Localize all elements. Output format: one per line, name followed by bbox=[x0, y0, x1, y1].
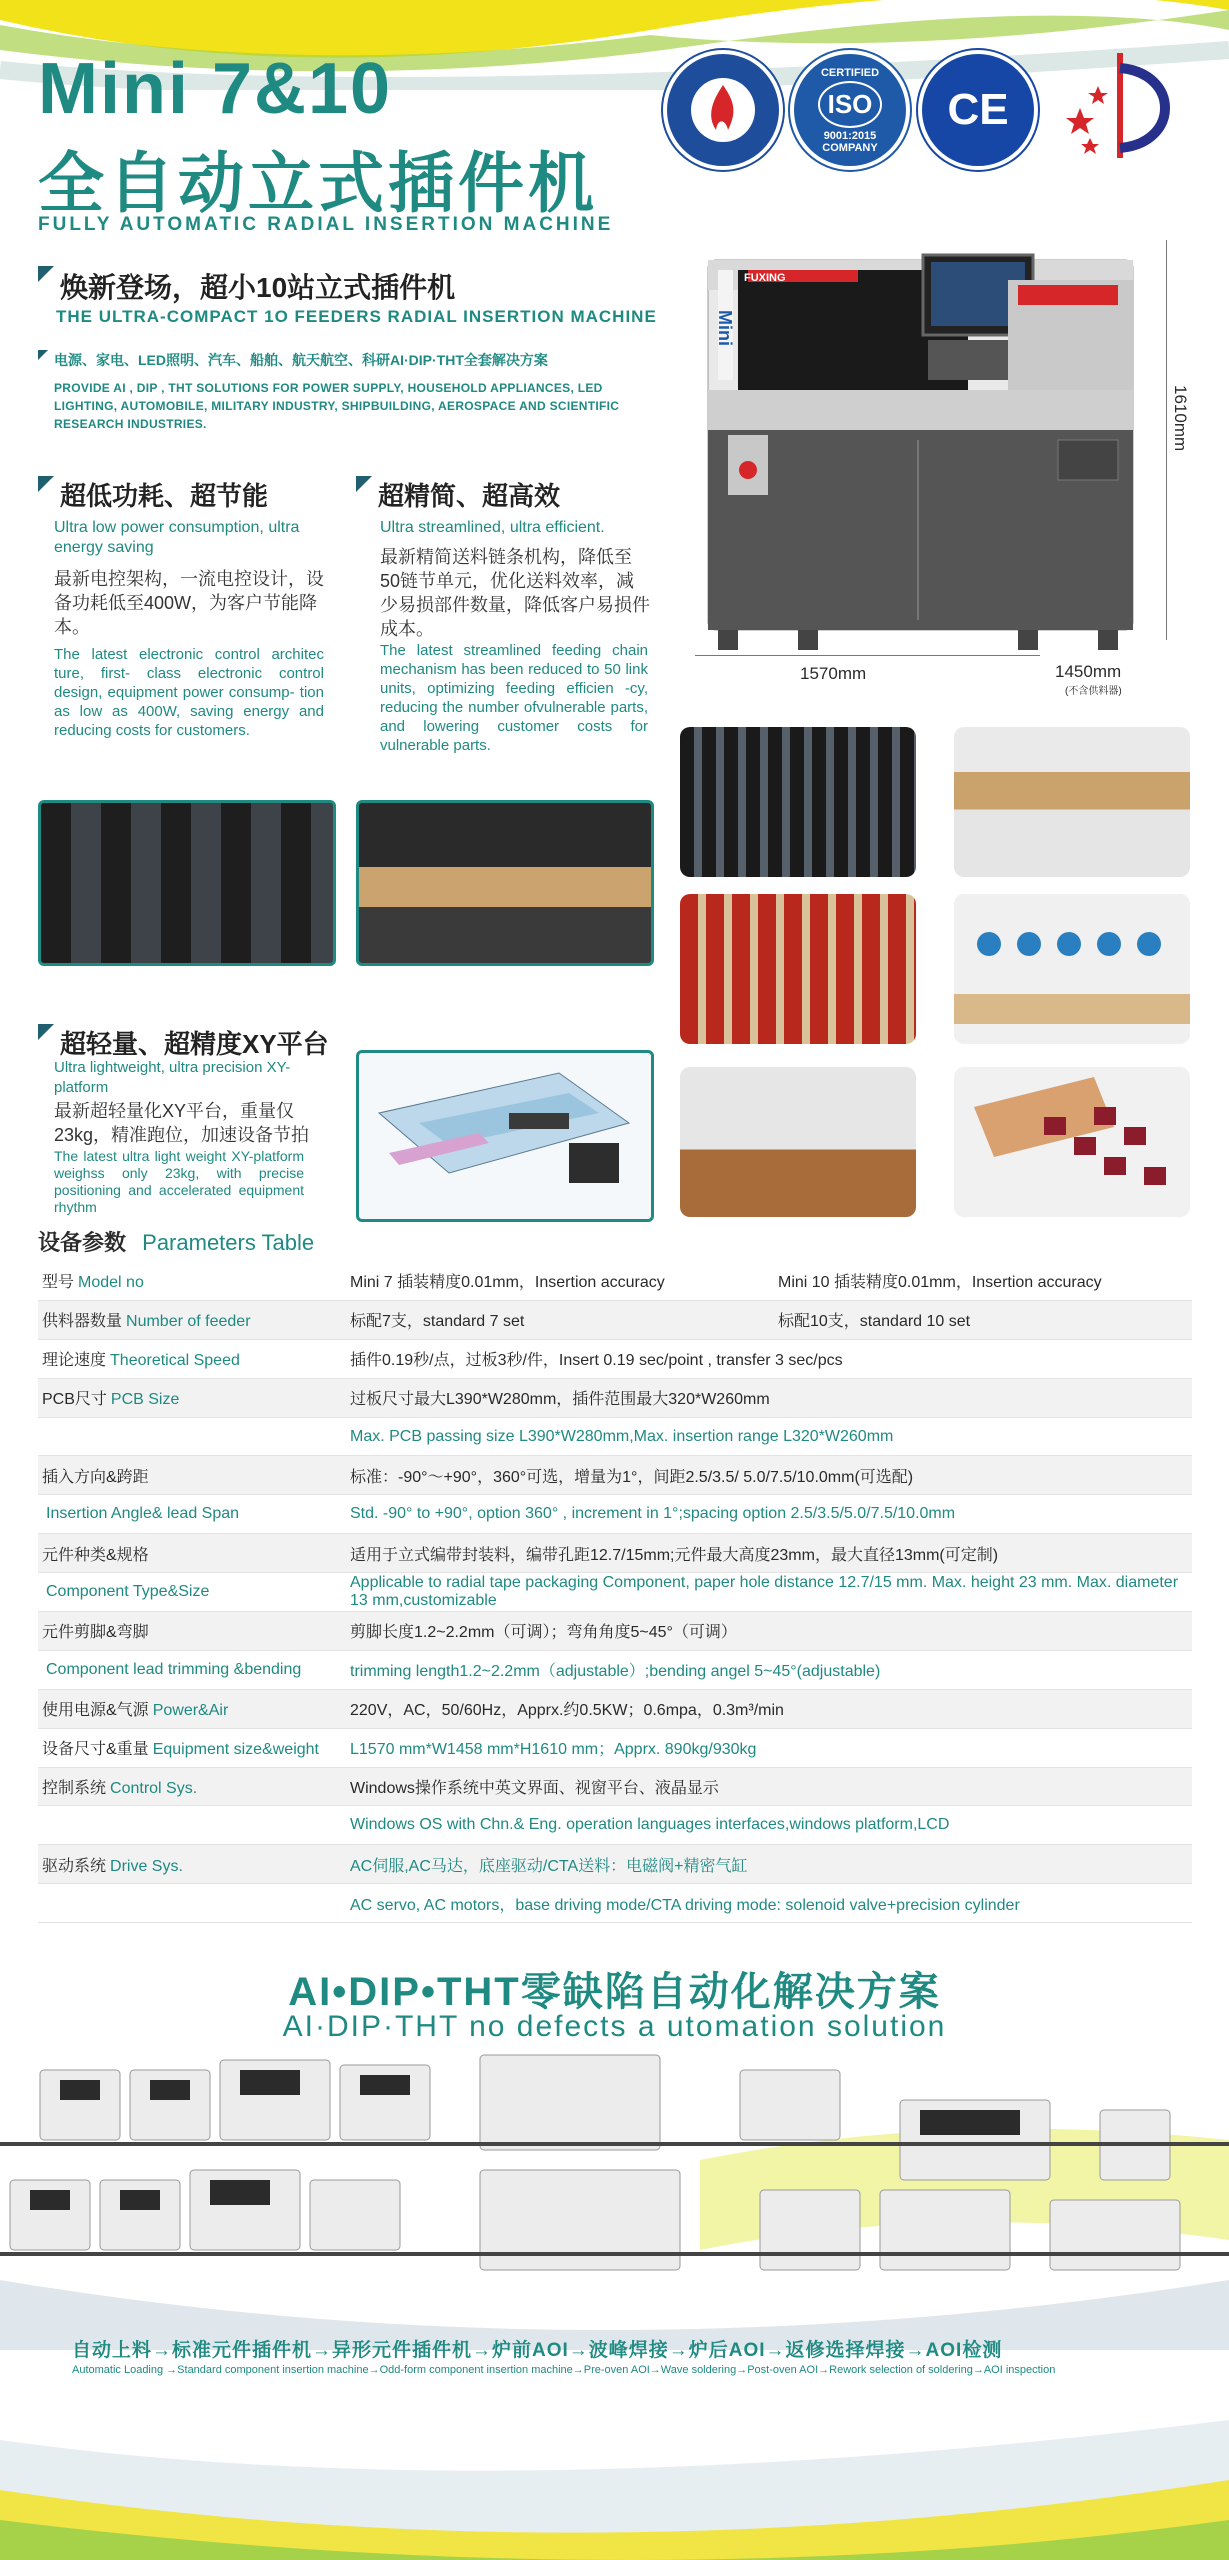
page-subtitle-en: FULLY AUTOMATIC RADIAL INSERTION MACHINE bbox=[38, 214, 614, 235]
param-value: Mini 7 插装精度0.01mm，Insertion accuracy bbox=[346, 1262, 774, 1300]
param-value-2: 标配10支，standard 10 set bbox=[774, 1300, 1192, 1339]
param-value: 适用于立式编带封装料，编带孔距12.7/15mm;元件最大高度23mm，最大直径13mm(可定制) bbox=[346, 1534, 1192, 1573]
param-label-en: Number of feeder bbox=[126, 1313, 251, 1331]
feature-3-subtitle: Ultra lightweight, ultra precision XY-platform bbox=[54, 1059, 291, 1096]
table-row bbox=[38, 1728, 1192, 1767]
param-value: 过板尺寸最大L390*W280mm，插件范围最大320*W260mm bbox=[346, 1378, 1192, 1417]
param-label bbox=[38, 1378, 346, 1417]
machine-image bbox=[688, 240, 1148, 660]
param-label-cn: 插入方向&跨距 bbox=[42, 1468, 149, 1486]
page-title: Mini 7&10 bbox=[38, 49, 393, 129]
param-label bbox=[38, 1884, 346, 1923]
param-value: Std. -90° to +90°, option 360° , increment in 1°;spacing option 2.5/3.5/5.0/7.5/10.0mm bbox=[346, 1495, 1192, 1534]
param-label bbox=[38, 1300, 346, 1339]
param-label-en: Equipment size&weight bbox=[152, 1741, 319, 1759]
param-label bbox=[38, 1650, 346, 1689]
param-label bbox=[38, 1845, 346, 1884]
production-line-illustration bbox=[0, 2050, 1229, 2350]
param-label-cn: 供料器数量 bbox=[42, 1313, 123, 1331]
param-label-cn: 设备尺寸&重量 bbox=[42, 1741, 149, 1759]
param-label-cn: 元件种类&规格 bbox=[42, 1546, 149, 1564]
machine-side-label: Mini bbox=[715, 310, 735, 346]
hightech-seal-icon bbox=[663, 50, 783, 170]
param-value: 插件0.19秒/点，过板3秒/件，Insert 0.19 sec/point , transfer 3 sec/pcs bbox=[346, 1339, 1192, 1378]
page-title-cn: 全自动立式插件机 bbox=[38, 146, 598, 220]
solutions-bullet-icon bbox=[38, 350, 48, 360]
feature-1-body-en: The latest electronic control architec ture, first- class electronic control design, equipment power consump- tion as low as 400W, saving energy and reducing costs for customers. bbox=[54, 646, 324, 739]
param-value: 标配7支，standard 7 set bbox=[346, 1300, 774, 1339]
feature-1-body-cn: 最新电控架构，一流电控设计，设备功耗低至400W，为客户节能降本。 bbox=[54, 569, 324, 637]
param-label bbox=[38, 1612, 346, 1651]
photo-wire-leads bbox=[954, 727, 1190, 877]
iso-certified-badge bbox=[790, 50, 910, 170]
feature-2-body-cn: 最新精简送料链条机构，降低至50链节单元，优化送料效率，减少易损部件数量，降低客户易损件成本。 bbox=[380, 547, 650, 639]
feature-1-title: 超低功耗、超节能 bbox=[38, 476, 268, 513]
table-row bbox=[38, 1456, 1192, 1495]
param-label-cn: 型号 bbox=[42, 1274, 75, 1292]
feature-3-body-en: The latest ultra light weight XY-platform weighss only 23kg, with precise positioning and accelerated equipment rhythm bbox=[54, 1148, 304, 1215]
table-row bbox=[38, 1534, 1192, 1573]
param-label-cn: 理论速度 bbox=[42, 1352, 107, 1370]
param-label-en: Insertion Angle& lead Span bbox=[46, 1505, 240, 1523]
param-label bbox=[38, 1339, 346, 1378]
iso-top-label: CERTIFIED bbox=[820, 66, 880, 79]
param-label-en: Component Type&Size bbox=[46, 1583, 210, 1601]
param-value: 220V，AC，50/60Hz，Apprx.约0.5KW；0.6mpa，0.3m³/min bbox=[346, 1689, 1192, 1728]
param-label bbox=[38, 1573, 346, 1612]
machine-brand-label: FUXING bbox=[744, 272, 786, 284]
bottom-swoosh-decoration bbox=[0, 2380, 1229, 2560]
param-label bbox=[38, 1262, 346, 1300]
solution-title-cn: AI•DIP•THT零缺陷自动化解决方案 bbox=[288, 1970, 941, 2014]
iso-bottom-label: COMPANY bbox=[822, 141, 878, 154]
table-row bbox=[38, 1806, 1192, 1845]
param-value: 剪脚长度1.2~2.2mm（可调）；弯角角度5~45°（可调） bbox=[346, 1612, 1192, 1651]
table-row bbox=[38, 1689, 1192, 1728]
param-label-en: Theoretical Speed bbox=[110, 1352, 240, 1370]
table-row bbox=[38, 1300, 1192, 1339]
photo-control-cabinet bbox=[38, 800, 336, 966]
photo-capacitors bbox=[680, 727, 916, 877]
iso-standard-label: 9001:2015 bbox=[823, 129, 877, 142]
param-label bbox=[38, 1534, 346, 1573]
depth-dimension: 1450mm bbox=[1055, 662, 1122, 681]
feature-3-body-cn: 最新超轻量化XY平台，重量仅23kg，精准跑位，加速设备节拍 bbox=[54, 1101, 310, 1145]
brand-logo-icon bbox=[1050, 48, 1190, 166]
param-value-2: Mini 10 插装精度0.01mm，Insertion accuracy bbox=[774, 1262, 1192, 1300]
flame-icon bbox=[688, 75, 758, 145]
param-label-cn: 元件剪脚&弯脚 bbox=[42, 1624, 149, 1642]
feature-1-bullet-icon bbox=[38, 476, 54, 492]
param-label bbox=[38, 1806, 346, 1845]
table-row bbox=[38, 1378, 1192, 1417]
param-label-en: Power&Air bbox=[152, 1702, 229, 1720]
feature-2-body-en: The latest streamlined feeding chain mechanism has been reduced to 50 link units, optimizing feeding efficien -cy, reducing the number ofvulnerable parts, and lowering customer costs for vulnerable parts. bbox=[380, 642, 648, 754]
process-flow-cn: 自动上料→标准元件插件机→异形元件插件机→炉前AOI→波峰焊接→炉后AOI→返修选择焊接→AOI检测 bbox=[72, 2340, 1003, 2361]
feature-3-bullet-icon bbox=[38, 1024, 54, 1040]
param-label-cn: 驱动系统 bbox=[42, 1857, 107, 1875]
ce-mark-badge bbox=[918, 50, 1038, 170]
height-dimension-line bbox=[1166, 240, 1167, 640]
param-value: L1570 mm*W1458 mm*H1610 mm；Apprx. 890kg/930kg bbox=[346, 1728, 1192, 1767]
feature-2-bullet-icon bbox=[356, 476, 372, 492]
params-heading: 设备参数 Parameters Table bbox=[38, 1230, 315, 1255]
iso-label: ISO bbox=[818, 81, 883, 128]
param-label bbox=[38, 1728, 346, 1767]
param-value: 标准：-90°～+90°，360°可选，增量为1°，间距2.5/3.5/ 5.0/7.5/10.0mm(可选配) bbox=[346, 1456, 1192, 1495]
solutions-cn: 电源、家电、LED照明、汽车、船舶、航天航空、科研AI·DIP·THT全套解决方案 bbox=[38, 350, 548, 370]
param-label bbox=[38, 1495, 346, 1534]
photo-feeding-chain bbox=[356, 800, 654, 966]
param-label-cn: PCB尺寸 bbox=[42, 1391, 107, 1409]
solutions-en: PROVIDE AI , DIP , THT SOLUTIONS FOR POWER SUPPLY, HOUSEHOLD APPLIANCES, LED LIGHTING, AUTOMOBILE, MILITARY INDUSTRY, SHIPBUILDING, AEROSPACE AND SCIENTIFIC RESEARCH INDUSTRIES. bbox=[54, 381, 620, 431]
feature-2-subtitle: Ultra streamlined, ultra efficient. bbox=[380, 519, 605, 536]
intro-heading-en: THE ULTRA-COMPACT 1O FEEDERS RADIAL INSERTION MACHINE bbox=[56, 307, 657, 326]
table-row bbox=[38, 1650, 1192, 1689]
params-table bbox=[38, 1262, 1192, 1923]
param-label bbox=[38, 1767, 346, 1806]
param-label-en: Control Sys. bbox=[110, 1780, 198, 1798]
feature-2-title: 超精简、超高效 bbox=[356, 476, 560, 513]
photo-red-capacitors bbox=[680, 894, 916, 1044]
feature-3-title: 超轻量、超精度XY平台 bbox=[38, 1024, 329, 1061]
photo-film-capacitors bbox=[954, 1067, 1190, 1217]
param-label bbox=[38, 1417, 346, 1456]
param-label-cn: 控制系统 bbox=[42, 1780, 107, 1798]
depth-dimension-note: (不含供料器) bbox=[1065, 686, 1122, 697]
solution-title-en: AI·DIP·THT no defects a utomation solution bbox=[282, 2010, 947, 2043]
param-value: Windows操作系统中英文界面、视窗平台、液晶显示 bbox=[346, 1767, 1192, 1806]
param-label-en: Model no bbox=[78, 1274, 144, 1292]
table-row bbox=[38, 1845, 1192, 1884]
heading-bullet-icon bbox=[38, 266, 54, 282]
table-row bbox=[38, 1262, 1192, 1300]
table-row bbox=[38, 1612, 1192, 1651]
param-label-en: PCB Size bbox=[110, 1391, 180, 1409]
height-dimension: 1610mm bbox=[1171, 385, 1190, 452]
photo-blue-capacitors bbox=[954, 894, 1190, 1044]
param-label-cn: 使用电源&气源 bbox=[42, 1702, 149, 1720]
table-row bbox=[38, 1573, 1192, 1612]
param-value: trimming length1.2~2.2mm（adjustable）;bending angel 5~45°(adjustable) bbox=[346, 1650, 1192, 1689]
param-value: Max. PCB passing size L390*W280mm,Max. insertion range L320*W260mm bbox=[346, 1417, 1192, 1456]
param-value: AC servo, AC motors，base driving mode/CTA driving mode: solenoid valve+precision cylinder bbox=[346, 1884, 1192, 1923]
table-row bbox=[38, 1417, 1192, 1456]
param-label bbox=[38, 1689, 346, 1728]
feature-1-subtitle: Ultra low power consumption, ultra energy saving bbox=[54, 519, 300, 556]
table-row bbox=[38, 1495, 1192, 1534]
param-value: Windows OS with Chn.& Eng. operation languages interfaces,windows platform,LCD bbox=[346, 1806, 1192, 1845]
param-value: AC伺服,AC马达，底座驱动/CTA送料：电磁阀+精密气缸 bbox=[346, 1845, 1192, 1884]
param-label-en: Component lead trimming &bending bbox=[46, 1660, 302, 1678]
width-dimension: 1570mm bbox=[800, 664, 867, 683]
param-value: Applicable to radial tape packaging Component, paper hole distance 12.7/15 mm. Max. height 23 mm. Max. diameter 13 mm,customizable bbox=[346, 1573, 1192, 1612]
photo-xy-platform bbox=[356, 1050, 654, 1222]
intro-heading-cn: 焕新登场，超小10站立式插件机 bbox=[38, 266, 455, 306]
width-dimension-line bbox=[695, 655, 1040, 656]
table-row bbox=[38, 1767, 1192, 1806]
param-label bbox=[38, 1456, 346, 1495]
photo-bent-leads bbox=[680, 1067, 916, 1217]
table-row bbox=[38, 1339, 1192, 1378]
table-row bbox=[38, 1884, 1192, 1923]
ce-label: CE bbox=[947, 85, 1009, 134]
param-label-en: Drive Sys. bbox=[110, 1857, 183, 1875]
process-flow-en: Automatic Loading →Standard component insertion machine→Odd-form component insertion machine→Pre-oven AOI→Wave soldering→Post-oven AOI→Rework selection of soldering→AOI inspection bbox=[72, 2364, 1056, 2376]
